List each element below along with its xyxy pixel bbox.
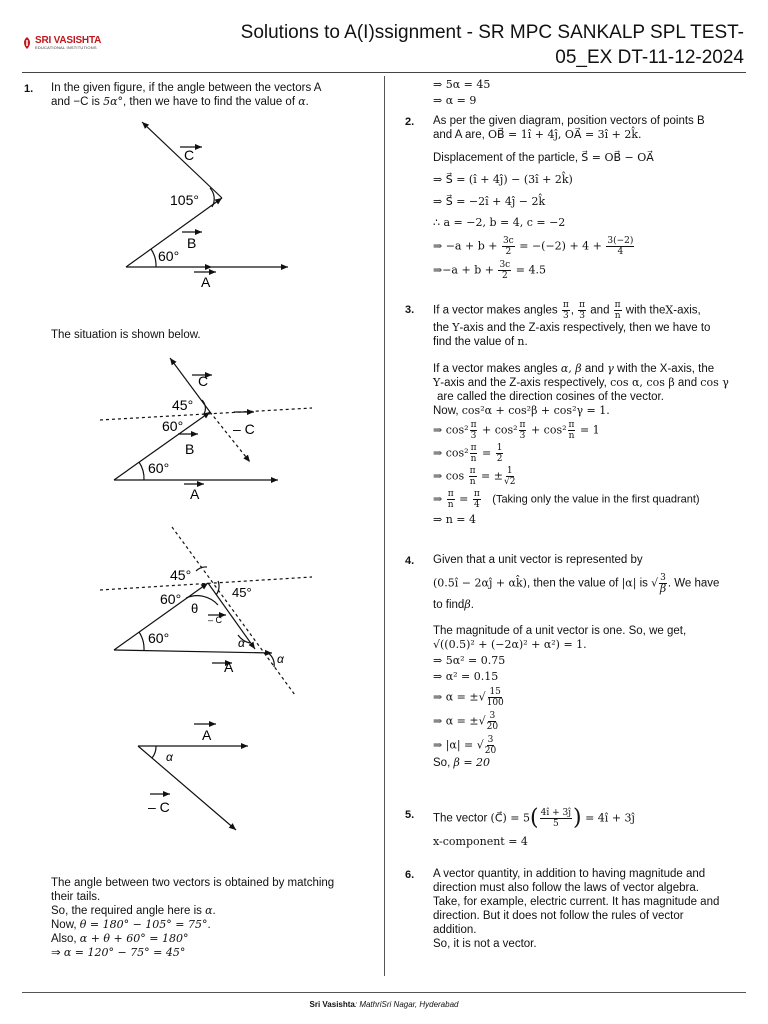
q6-line-2: direction must also follow the laws of vector algebra.: [433, 882, 699, 894]
question-4-text: [433, 553, 753, 770]
q4-para-1: The magnitude of a unit vector is one. So, we get,: [433, 625, 687, 637]
q4-para-2: √((0.5)² + (−2α)² + α²) = 1.: [433, 638, 587, 651]
q6-line-6: So, it is not a vector.: [433, 938, 537, 950]
q3-para-1: If a vector makes angles α, β and γ with the X-axis, the: [433, 362, 715, 375]
q1-continuation: [433, 78, 490, 108]
figure-2-vectors: [100, 352, 320, 512]
question-number-2: 2.: [405, 116, 415, 128]
figure-4-vectors: [120, 718, 260, 838]
q2-line-6: ∴ a = −2, b = 4, c = −2: [433, 216, 566, 229]
fig3-alpha-2: α: [277, 652, 284, 666]
q1-sol-line-4: Now, θ = 180° − 105° = 75°.: [51, 918, 211, 931]
q4-para-4: ⇒ α² = 0.15: [433, 670, 499, 683]
fig1-angle-60: 60°: [158, 248, 180, 264]
q5-line-1: The vector (C⃗) = 5( $\frac{4î + 3ĵ}{5}$ ) = 4î + 3ĵ: [433, 805, 635, 831]
title-line-1: Solutions to A(I)ssignment - SR MPC SANKALP SPL TEST-: [240, 22, 744, 43]
fig1-label-A: A: [201, 274, 211, 290]
fig3-label-negC: – C: [208, 615, 223, 625]
title-line-2: 05_EX DT-11-12-2024: [555, 47, 744, 68]
q4-para-6: ⇒ α = ±√ $\frac{3}{20}$: [433, 711, 499, 732]
q1-sol-line-1: The angle between two vectors is obtained by matching: [51, 877, 335, 889]
q3-eq-1: ⇒ cos² $\frac{\pi}{3}$ + cos² $\frac{\pi}{3}$ + cos² $\frac{\pi}{n}$ = 1: [433, 420, 600, 441]
q1-solution: [51, 876, 376, 960]
q1-sol-line-2: their tails.: [51, 891, 101, 903]
logo-emblem-icon: [22, 37, 32, 49]
fig3-theta: θ: [191, 601, 199, 616]
q1-cont-line-1: ⇒ 5α = 45: [433, 78, 491, 91]
footer-divider: [22, 992, 746, 993]
fig4-alpha: α: [166, 750, 173, 764]
fig3-angle-60-bottom: 60°: [148, 630, 170, 646]
q2-line-7: ⇒ −a + b + $\frac{3c}{2}$ = −(−2) + 4 + $\frac{3(-2)}{4}$: [433, 236, 634, 257]
question-number-4: 4.: [405, 555, 415, 567]
page-title: [184, 20, 744, 70]
q4-para-5: ⇒ α = ±√ $\frac{15}{100}$: [433, 687, 504, 708]
logo-tagline: EDUCATIONAL INSTITUTIONS: [35, 45, 97, 50]
q3-eq-2: ⇒ cos² $\frac{\pi}{n}$ = $\frac{1}{2}$: [433, 443, 503, 464]
figure-1-vectors: [110, 112, 310, 292]
footer-brand: Sri Vasishta: [309, 1000, 355, 1009]
fig1-label-B: B: [187, 235, 197, 251]
q6-line-3: Take, for example, electric current. It has magnitude and: [433, 896, 720, 908]
column-divider: [384, 76, 385, 976]
q1-line-2: and −C is 5α°, then we have to find the value of α.: [51, 95, 309, 108]
q1-situation-text: The situation is shown below.: [51, 329, 201, 341]
fig3-angle-45-right: 45°: [232, 585, 252, 600]
q1-line-1: In the given figure, if the angle between the vectors A: [51, 82, 322, 94]
q3-line-3: find the value of n.: [433, 335, 528, 348]
fig3-label-A: A: [224, 659, 234, 675]
question-number-5: 5.: [405, 809, 415, 821]
question-3-text: [433, 300, 753, 527]
q4-para-8: So, β = 20: [433, 756, 491, 769]
question-2-text: [433, 114, 753, 281]
footer: [0, 998, 768, 1012]
q3-eq-4: ⇒ $\frac{\pi}{n}$ = $\frac{\pi}{4}$ (Taking only the value in the first quadrant): [433, 489, 700, 510]
fig3-alpha-1: α: [238, 636, 245, 650]
q1-sol-line-5: Also, α + θ + 60° = 180°: [51, 932, 189, 945]
q4-line-3: to findβ.: [433, 598, 474, 611]
question-number-3: 3.: [405, 304, 415, 316]
header-divider: [22, 72, 746, 73]
q4-para-3: ⇒ 5α² = 0.75: [433, 654, 506, 667]
q2-line-5: ⇒ S⃗ = −2î + 4ĵ − 2k̂: [433, 195, 546, 208]
footer-address: : MathriSri Nagar, Hyderabad: [354, 1000, 459, 1009]
q4-line-2: (0.5î − 2αĵ + αk̂), then the value of |α| is √ $\frac{3}{\beta}$ . We have: [433, 573, 720, 595]
fig3-angle-60-top: 60°: [160, 591, 182, 607]
q1-sol-line-3: So, the required angle here is α.: [51, 904, 216, 917]
q6-line-5: addition.: [433, 924, 477, 936]
q2-line-2: and A are, OB⃗ = 1î + 4ĵ, OA⃗ = 3î + 2k̂.: [433, 128, 642, 141]
q3-para-4: Now, cos²α + cos²β + cos²γ = 1.: [433, 404, 610, 417]
fig1-label-C: C: [184, 147, 195, 163]
q3-line-1: If a vector makes angles $\frac{\pi}{3}$ , $\frac{\pi}{3}$ and $\frac{\pi}{n}$ with theX-axis,: [433, 300, 701, 321]
q3-para-3: are called the direction cosines of the vector.: [437, 391, 664, 403]
logo: [22, 36, 101, 50]
question-1-text: [51, 81, 371, 109]
q2-line-3: Displacement of the particle, S⃗ = OB⃗ − OA⃗: [433, 151, 654, 164]
fig2-label-A: A: [190, 486, 200, 502]
q2-line-1: As per the given diagram, position vectors of points B: [433, 115, 705, 127]
fig1-angle-105: 105°: [170, 192, 199, 208]
fig4-label-negC: – C: [148, 799, 170, 815]
q5-line-2: x-component = 4: [433, 835, 528, 848]
q1-cont-line-2: ⇒ α = 9: [433, 94, 477, 107]
q4-line-1: Given that a unit vector is represented by: [433, 554, 643, 566]
q6-line-4: direction. But it does not follow the rules of vector: [433, 910, 684, 922]
vector-C-line: [142, 122, 222, 198]
logo-name: SRI VASISHTA: [35, 35, 102, 46]
q3-eq-3: ⇒ cos $\frac{\pi}{n}$ = ± $\frac{1}{√2}$: [433, 466, 516, 487]
fig4-label-A: A: [202, 727, 212, 743]
q2-line-4: ⇒ S⃗ = (î + 4ĵ) − (3î + 2k̂): [433, 173, 573, 186]
fig2-angle-60-bottom: 60°: [148, 460, 170, 476]
q3-para-2: Y-axis and the Z-axis respectively, cos α, cos β and cos γ: [433, 376, 729, 389]
q1-sol-line-6: ⇒ α = 120° − 75° = 45°: [51, 946, 186, 959]
q2-line-8: ⇒−a + b + $\frac{3c}{2}$ = 4.5: [433, 260, 546, 281]
fig2-angle-45: 45°: [172, 397, 194, 413]
fig2-label-negC: – C: [233, 421, 255, 437]
question-number-1: 1.: [24, 83, 34, 95]
question-5-text: [433, 805, 753, 849]
fig2-label-B: B: [185, 441, 195, 457]
q6-line-1: A vector quantity, in addition to having magnitude and: [433, 868, 706, 880]
figure-3-vectors: [100, 525, 320, 700]
fig3-angle-45-left: 45°: [170, 567, 192, 583]
question-6-text: [433, 867, 753, 951]
fig2-angle-60-top: 60°: [162, 418, 184, 434]
fig2-label-C: C: [198, 373, 209, 389]
q3-line-2: the Y-axis and the Z-axis respectively, then we have to: [433, 321, 711, 334]
q4-para-7: ⇒ |α| = √ $\frac{3}{20}$: [433, 735, 497, 756]
question-number-6: 6.: [405, 869, 415, 881]
q3-eq-5: ⇒ n = 4: [433, 513, 477, 526]
